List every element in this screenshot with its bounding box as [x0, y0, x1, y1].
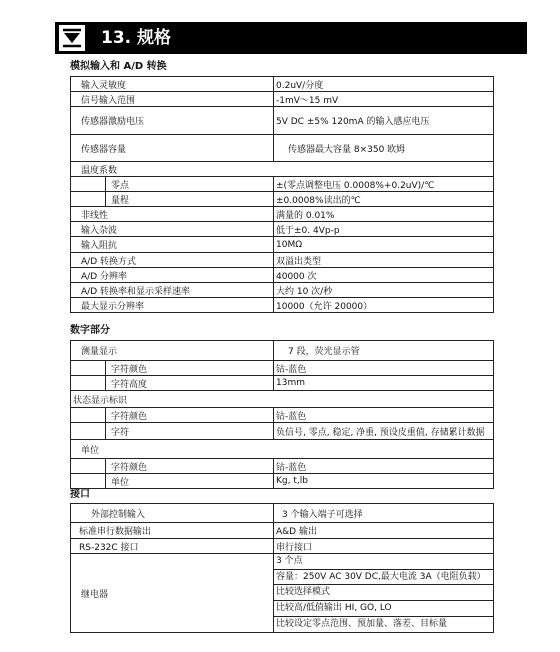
logo-icon	[59, 25, 85, 51]
table-row	[71, 207, 493, 222]
row-value: 10000（允许 20000）	[273, 298, 493, 312]
row-label: 输入灵敏度	[81, 80, 127, 91]
relay-value: 3 个点	[274, 554, 493, 570]
table-row	[71, 298, 493, 313]
row-value: 大约 10 次/秒	[273, 283, 493, 297]
row-label: 非线性	[81, 210, 109, 221]
page-title: 13. 规格	[101, 28, 172, 48]
row-label: 字符高度	[111, 379, 148, 390]
section-header	[55, 22, 527, 54]
row-label: 传感器容量	[81, 144, 127, 155]
row-label: 最大显示分辨率	[81, 301, 145, 312]
section-title-interface: 接口	[70, 489, 90, 500]
row-label: 输入杂波	[81, 225, 118, 236]
row-value: 40000 次	[273, 268, 493, 282]
row-label: 状态显示标识	[73, 395, 128, 406]
table-row	[71, 253, 493, 268]
row-label: 外部控制输入	[91, 509, 146, 520]
row-label: 继电器	[81, 589, 109, 600]
table-row	[71, 440, 493, 459]
table-row	[71, 283, 493, 298]
row-value: 3 个输入端子可选择	[273, 504, 493, 522]
row-value: 双溢出类型	[273, 253, 493, 267]
table-row	[71, 408, 493, 423]
row-label: A/D 转换方式	[81, 256, 136, 267]
row-label: 字符	[111, 427, 130, 438]
row-value: 13mm	[273, 376, 493, 390]
table-row	[71, 459, 493, 474]
table-row	[71, 135, 493, 162]
row-label: 字符颜色	[111, 411, 148, 422]
interface-table	[70, 503, 494, 633]
table-row	[71, 77, 493, 92]
table-row	[71, 192, 493, 207]
table-row	[71, 361, 493, 376]
row-value: 钴-蓝色	[273, 361, 493, 375]
row-value: Kg, t,lb	[273, 474, 493, 488]
row-label: 字符颜色	[111, 364, 148, 375]
section-title-analog: 模拟输入和 A/D 转换	[70, 61, 167, 72]
row-value: 传感器最大容量 8×350 欧姆	[273, 135, 493, 161]
table-row	[71, 162, 493, 177]
table-row	[71, 237, 493, 253]
row-label: 输入阻抗	[81, 241, 118, 251]
relay-value: 比较选择模式	[274, 585, 493, 601]
section-title-digital: 数字部分	[70, 325, 110, 336]
relay-values	[273, 554, 493, 632]
table-row	[71, 268, 493, 283]
row-label: RS-232C 接口	[79, 542, 139, 553]
row-label: 信号输入范围	[81, 95, 136, 106]
row-value: 钴-蓝色	[273, 459, 493, 473]
row-label: A/D 转换率和显示采样速率	[81, 286, 190, 297]
row-label: 字符颜色	[111, 462, 148, 473]
row-value: 满量的 0.01%	[273, 207, 493, 221]
row-value: 7 段，荧光显示管	[273, 341, 493, 360]
row-value: -1mV～15 mV	[273, 92, 493, 106]
row-value: 负信号, 零点, 稳定, 净重, 预设皮重值, 存储累计数据	[273, 423, 493, 439]
relay-value: 比较设定零点范围、预加量、落差、目标量	[276, 619, 448, 629]
table-row	[71, 222, 493, 237]
row-value: ±0.0008%读出的℃	[273, 192, 493, 206]
row-value: 10MΩ	[273, 237, 493, 252]
row-value: 低于±0. 4Vp-p	[273, 222, 493, 236]
table-row	[71, 523, 493, 539]
row-value: 串行接口	[273, 539, 493, 553]
analog-table	[70, 76, 494, 313]
table-row	[71, 554, 493, 633]
row-label: 单位	[111, 477, 130, 488]
row-value: ±(零点调整电压 0.0008%+0.2uV)/℃	[273, 177, 493, 191]
table-row	[71, 376, 493, 391]
table-row	[71, 107, 493, 135]
table-row	[71, 341, 493, 361]
table-row	[71, 504, 493, 523]
row-label: 量程	[111, 195, 130, 206]
row-label: 标准串行数据输出	[79, 527, 152, 537]
row-value: A&D 输出	[273, 523, 493, 538]
row-label: 传感器激励电压	[81, 117, 145, 127]
row-label: 单位	[81, 445, 100, 456]
table-row	[71, 423, 493, 440]
relay-value: 容量：250V AC 30V DC,最大电流 3A（电阻负载）	[274, 570, 493, 585]
table-row	[71, 539, 493, 554]
row-label: 温度系数	[81, 165, 118, 176]
digital-table	[70, 340, 494, 489]
row-label: 测量显示	[81, 347, 118, 357]
row-value: 0.2uV/分度	[273, 77, 493, 91]
table-row	[71, 474, 493, 489]
row-value: 5V DC ±5% 120mA 的输入感应电压	[273, 107, 493, 134]
table-row	[71, 391, 493, 408]
row-value: 钴-蓝色	[273, 408, 493, 422]
table-row	[71, 92, 493, 107]
row-label: A/D 分辨率	[81, 271, 127, 282]
row-label: 零点	[111, 180, 130, 191]
relay-value: 比较高/低值输出 HI, GO, LO	[274, 601, 493, 617]
table-row	[71, 177, 493, 192]
